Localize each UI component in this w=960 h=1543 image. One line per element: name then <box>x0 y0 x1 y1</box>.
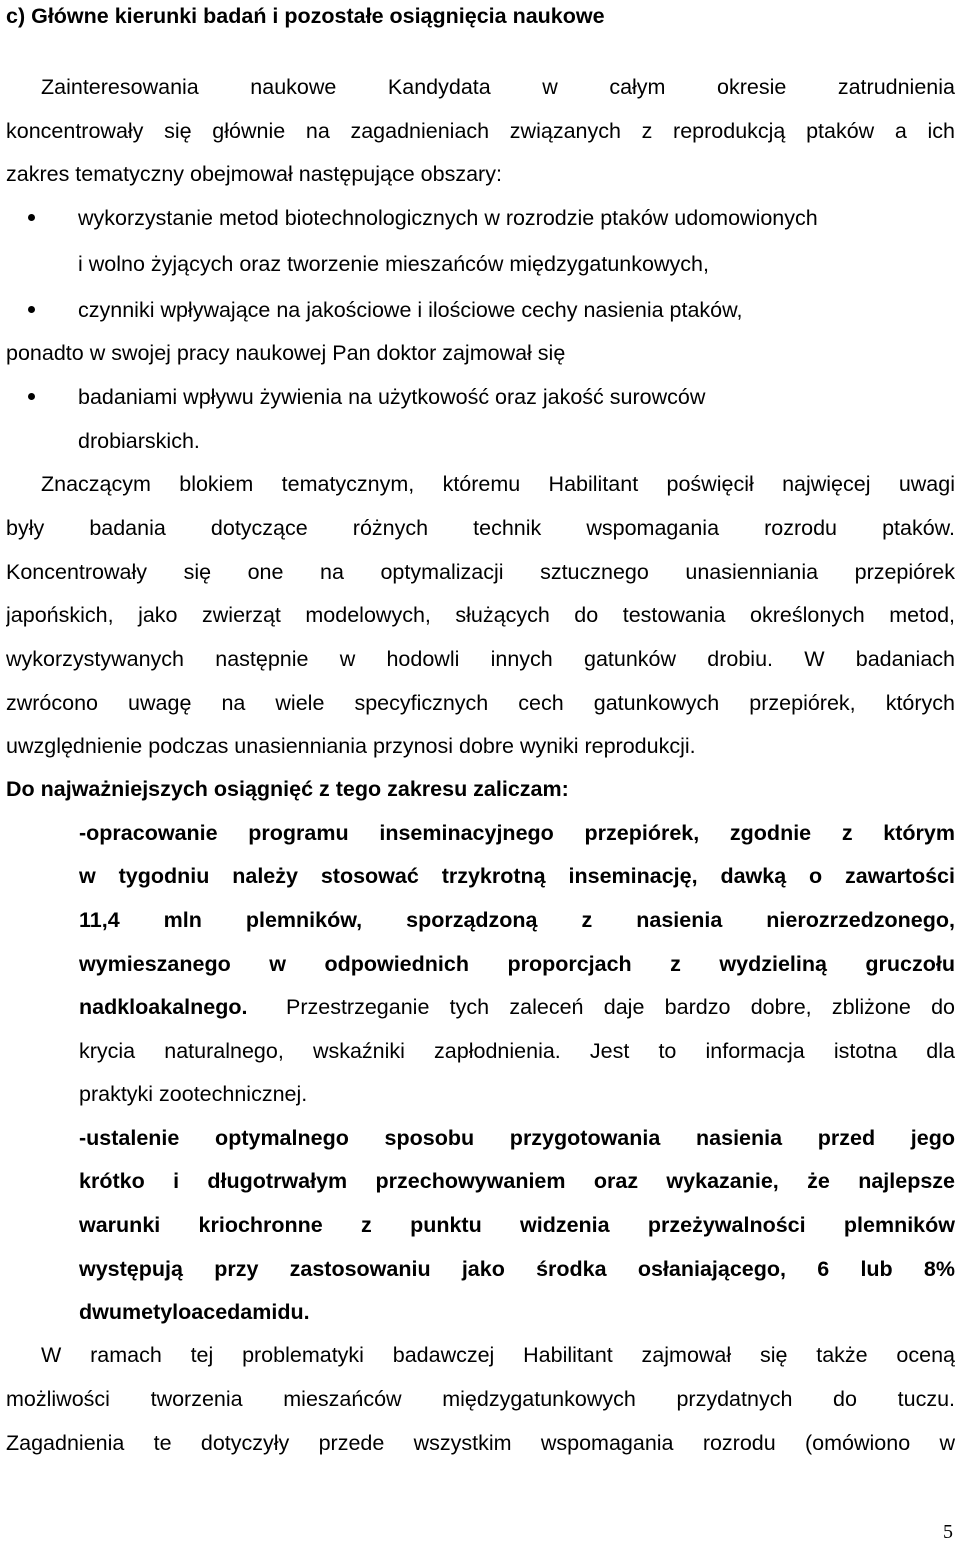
list-item-line: wykorzystanie metod biotechnologicznych w rozrodzie ptaków udomowionych <box>78 206 818 230</box>
bullet-icon <box>28 214 35 221</box>
list-item-line: drobiarskich. <box>78 429 200 453</box>
paragraph-line: Znaczącym blokiem tematycznym, któremu Habilitant poświęcił najwięcej uwagi <box>41 472 955 496</box>
achievement-line: 11,4 mln plemników, sporządzoną z nasienia nierozrzedzonego, <box>79 908 955 932</box>
achievement-line: wymieszanego w odpowiednich proporcjach z wydzieliną gruczołu <box>79 952 955 976</box>
paragraph-line: możliwości tworzenia mieszańców międzygatunkowych przydatnych do tuczu. <box>6 1387 955 1411</box>
paragraph-line: ponadto w swojej pracy naukowej Pan doktor zajmował się <box>6 341 566 365</box>
paragraph-line: Zagadnienia te dotyczyły przede wszystkim wspomagania rozrodu (omówiono w <box>6 1431 955 1455</box>
achievement-line-bold: nadkloakalnego. <box>79 995 248 1019</box>
paragraph-line: japońskich, jako zwierząt modelowych, służących do testowania określonych metod, <box>6 603 955 627</box>
achievement-line: w tygodniu należy stosować trzykrotną inseminację, dawką o zawartości <box>79 864 955 888</box>
page-number: 5 <box>943 1521 953 1543</box>
achievement-line: -opracowanie programu inseminacyjnego przepiórek, zgodnie z którym <box>79 821 955 845</box>
paragraph-line: zakres tematyczny obejmował następujące obszary: <box>6 162 502 186</box>
paragraph-line: koncentrowały się głównie na zagadnieniach związanych z reprodukcją ptaków a ich <box>6 119 955 143</box>
paragraph-line: W ramach tej problematyki badawczej Habilitant zajmował się także oceną <box>41 1343 955 1367</box>
bullet-icon <box>28 393 35 400</box>
achievement-line: -ustalenie optymalnego sposobu przygotowania nasienia przed jego <box>79 1126 955 1150</box>
achievements-heading: Do najważniejszych osiągnięć z tego zakresu zaliczam: <box>6 777 569 801</box>
list-item-line: czynniki wpływające na jakościowe i ilościowe cechy nasienia ptaków, <box>78 298 743 322</box>
achievement-line: praktyki zootechnicznej. <box>79 1082 308 1106</box>
bullet-icon <box>28 306 35 313</box>
achievement-line: krótko i długotrwałym przechowywaniem oraz wykazanie, że najlepsze <box>79 1169 955 1193</box>
section-heading: c) Główne kierunki badań i pozostałe osiągnięcia naukowe <box>6 4 605 28</box>
list-item-line: badaniami wpływu żywienia na użytkowość oraz jakość surowców <box>78 385 706 409</box>
paragraph-line: zwrócono uwagę na wiele specyficznych cech gatunkowych przepiórek, których <box>6 691 955 715</box>
achievement-line: warunki kriochronne z punktu widzenia przeżywalności plemników <box>79 1213 955 1237</box>
paragraph-line: wykorzystywanych następnie w hodowli innych gatunków drobiu. W badaniach <box>6 647 955 671</box>
list-item-line: i wolno żyjących oraz tworzenie mieszańców międzygatunkowych, <box>78 252 709 276</box>
paragraph-line: były badania dotyczące różnych technik wspomagania rozrodu ptaków. <box>6 516 955 540</box>
achievement-line: krycia naturalnego, wskaźniki zapłodnienia. Jest to informacja istotna dla <box>79 1039 955 1063</box>
paragraph-line: uwzględnienie podczas unasienniania przynosi dobre wyniki reprodukcji. <box>6 734 696 758</box>
achievement-line: Przestrzeganie tych zaleceń daje bardzo dobre, zbliżone do <box>286 995 955 1019</box>
paragraph-line: Koncentrowały się one na optymalizacji sztucznego unasienniania przepiórek <box>6 560 955 584</box>
achievement-line: występują przy zastosowaniu jako środka osłaniającego, 6 lub 8% <box>79 1257 955 1281</box>
achievement-line: dwumetyloacedamidu. <box>79 1300 310 1324</box>
paragraph-line: Zainteresowania naukowe Kandydata w całym okresie zatrudnienia <box>41 75 955 99</box>
